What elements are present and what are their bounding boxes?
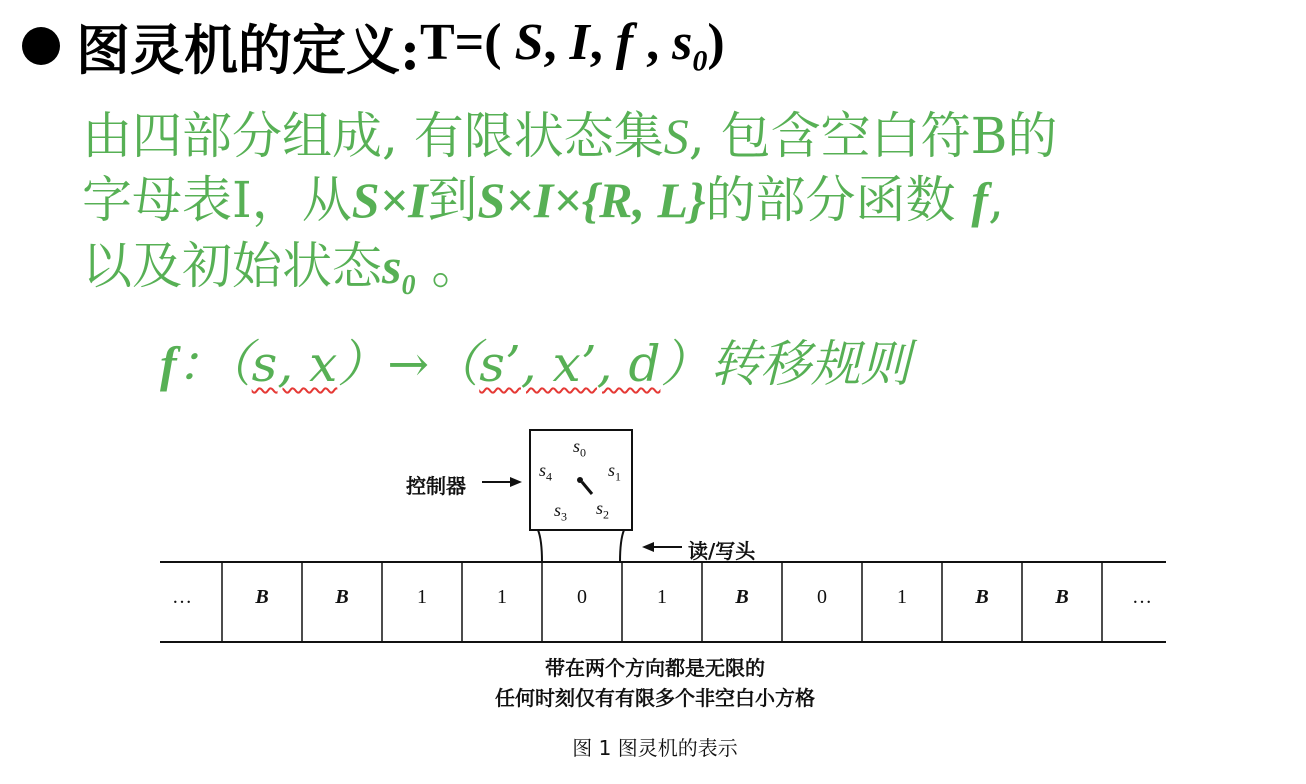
para-text: 以及初始状态 bbox=[82, 237, 382, 295]
formula-f: f bbox=[615, 14, 634, 72]
formula-s: s bbox=[672, 14, 693, 72]
para-text: , 包含空白符B的 bbox=[688, 107, 1058, 165]
heading-label: 图灵机的定义: bbox=[76, 17, 420, 82]
definition-formula bbox=[420, 13, 725, 78]
controller-arrowhead bbox=[510, 477, 522, 487]
tape-cell: 1 bbox=[417, 586, 427, 608]
head-left-edge bbox=[538, 530, 542, 562]
tape-cell: 0 bbox=[577, 586, 587, 608]
rule-arrow: ）→（ bbox=[337, 335, 480, 393]
tape-cell: … bbox=[172, 586, 192, 608]
para-symbol-SxIxRL: S×I×{R, L} bbox=[477, 172, 706, 228]
tape-cell: 1 bbox=[497, 586, 507, 608]
state-s4: $s_4$ bbox=[539, 460, 553, 484]
state-s2: $s_2$ bbox=[596, 498, 610, 522]
tape-cell: … bbox=[1132, 586, 1152, 608]
tape-cell: B bbox=[735, 586, 749, 608]
bullet-icon bbox=[22, 27, 60, 65]
tape-caption-line-2: 任何时刻仅有有限多个非空白小方格 bbox=[495, 686, 815, 710]
rule-f: f bbox=[160, 336, 177, 392]
rule-args-output: s’, x’, d bbox=[479, 335, 661, 393]
state-s1: $s_1$ bbox=[608, 460, 622, 484]
para-text: , bbox=[988, 171, 1004, 229]
formula-comma: , bbox=[633, 14, 673, 72]
paragraph-line-2 bbox=[82, 170, 1004, 230]
head-label: 读/写头 bbox=[688, 539, 756, 563]
para-symbol-sub: 0 bbox=[401, 270, 416, 301]
definition-heading bbox=[22, 6, 725, 86]
para-text: 字母表I，从 bbox=[82, 171, 352, 229]
controller-needle bbox=[582, 482, 592, 494]
rule-args-input: s, x bbox=[251, 335, 338, 393]
tape-caption-line-1: 带在两个方向都是无限的 bbox=[545, 656, 765, 680]
paragraph-line-3 bbox=[82, 236, 481, 316]
tape-cell: B bbox=[975, 586, 989, 608]
para-symbol-S: S bbox=[663, 108, 689, 164]
formula-comma: , bbox=[589, 14, 616, 72]
rule-text: ）转移规则 bbox=[660, 335, 911, 393]
state-s3: $s_3$ bbox=[554, 500, 568, 524]
tape-cell: 0 bbox=[817, 586, 827, 608]
tape-cell: 1 bbox=[657, 586, 667, 608]
formula-sub: 0 bbox=[692, 44, 708, 78]
formula-comma: , bbox=[543, 14, 570, 72]
tape-cell: B bbox=[1055, 586, 1069, 608]
para-text: 的部分函数 bbox=[705, 171, 972, 229]
para-symbol-s: s bbox=[382, 238, 402, 294]
controller-pivot bbox=[577, 477, 583, 483]
para-text: 由四部分组成, 有限状态集 bbox=[82, 107, 664, 165]
tape-cell: B bbox=[335, 586, 349, 608]
formula-S: S bbox=[514, 14, 544, 72]
formula-prefix: T=( bbox=[419, 14, 515, 72]
para-text: 到 bbox=[427, 171, 478, 229]
rule-text: ：（ bbox=[176, 335, 252, 393]
para-symbol-SxI: S×I bbox=[351, 172, 428, 228]
head-arrowhead bbox=[642, 542, 654, 552]
tape-cell: 1 bbox=[897, 586, 907, 608]
para-symbol-f: f bbox=[971, 172, 989, 228]
state-s0: $s_0$ bbox=[573, 436, 587, 460]
paragraph-line-1 bbox=[82, 106, 1057, 166]
transition-rule bbox=[160, 332, 910, 396]
figure-caption: 图 1 图灵机的表示 bbox=[572, 736, 738, 760]
turing-machine-figure bbox=[130, 420, 1180, 775]
formula-suffix: ) bbox=[707, 14, 725, 72]
formula-I: I bbox=[569, 14, 590, 72]
tape-cell: B bbox=[255, 586, 269, 608]
controller-label: 控制器 bbox=[406, 474, 466, 498]
para-text: 。 bbox=[415, 237, 482, 295]
head-right-edge bbox=[620, 530, 624, 562]
